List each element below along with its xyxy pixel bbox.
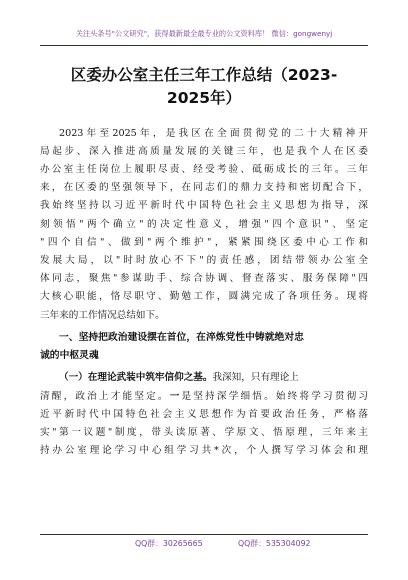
paragraph-line: 持办公室理论学习中心组学习共*次，个人撰写学习体会和理 [40, 445, 368, 456]
ordinal-marker: 一 [169, 391, 182, 402]
paragraph-line: 刻领悟"两个确立"的决定性意义，增强"四个意识"、坚定 [40, 219, 368, 230]
paragraph-fragment: 是坚持深学细悟。始终将学习贯彻习 [181, 391, 368, 402]
paragraph-line: 大核心职能，恪尽职守、勤勉工作，圆满完成了各项任务。现将 [40, 291, 368, 302]
header-text: 关注头条号"公文研究"，获得最新最全最专业的公文资料库！ 微信：gongwenyj [75, 29, 333, 38]
paragraph-line [40, 390, 368, 404]
paragraph-line: 局起步、深入推进高质量发展的关键三年，也是我个人在区委 [40, 146, 368, 157]
paragraph-line: 体同志，聚焦"参谋助手、综合协调、督查落实、服务保障"四 [40, 273, 368, 284]
sub-heading: （一）在理论武装中筑牢信仰之基。 [59, 372, 213, 383]
page-footer [40, 534, 368, 549]
footer-qq-2: QQ群：535304092 [238, 539, 311, 548]
paragraph-line: "四个自信"、做到"两个维护"，紧紧围绕区委中心工作和 [40, 237, 368, 248]
paragraph-fragment: 清醒，政治上才能坚定。 [40, 391, 170, 402]
doc-title-line-1: 区委办公室主任三年工作总结（2023- [70, 66, 338, 84]
paragraph-line: 我始终坚持以习近平新时代中国特色社会主义思想为指导，深 [40, 200, 368, 211]
paragraph-line: 实"第一议题"制度，带头读原著、学原文、悟原理，三年来主 [40, 427, 368, 438]
paragraph-line: 发展大局，以"时时放心不下"的责任感，团结带领办公室全 [40, 255, 368, 266]
footer-qq-1: QQ群：30265665 [135, 539, 203, 548]
paragraph-line: 三年来的工作情况总结如下。 [40, 310, 165, 321]
doc-title-line-2: 2025年） [166, 89, 242, 107]
page-header [40, 27, 368, 46]
paragraph-line: 办公室主任岗位上履职尽责、经受考验、砥砺成长的三年。三年 [40, 164, 368, 175]
paragraph-line: 2023年至2025年，是我区在全面贯彻党的二十大精神开 [59, 128, 368, 139]
sub-heading-rest: 我深知，只有理论上 [212, 372, 299, 383]
sub-heading-line [40, 371, 368, 385]
paragraph-line: 来，在区委的坚强领导下，在同志们的鼎力支持和密切配合下， [40, 182, 368, 193]
paragraph-line: 近平新时代中国特色社会主义思想作为首要政治任务，严格落 [40, 409, 368, 420]
section-heading-line-2: 诚的中枢灵魂 [40, 350, 99, 361]
section-heading-line-1: 一、坚持把政治建设摆在首位，在淬炼党性中铸就绝对忠 [59, 332, 304, 343]
